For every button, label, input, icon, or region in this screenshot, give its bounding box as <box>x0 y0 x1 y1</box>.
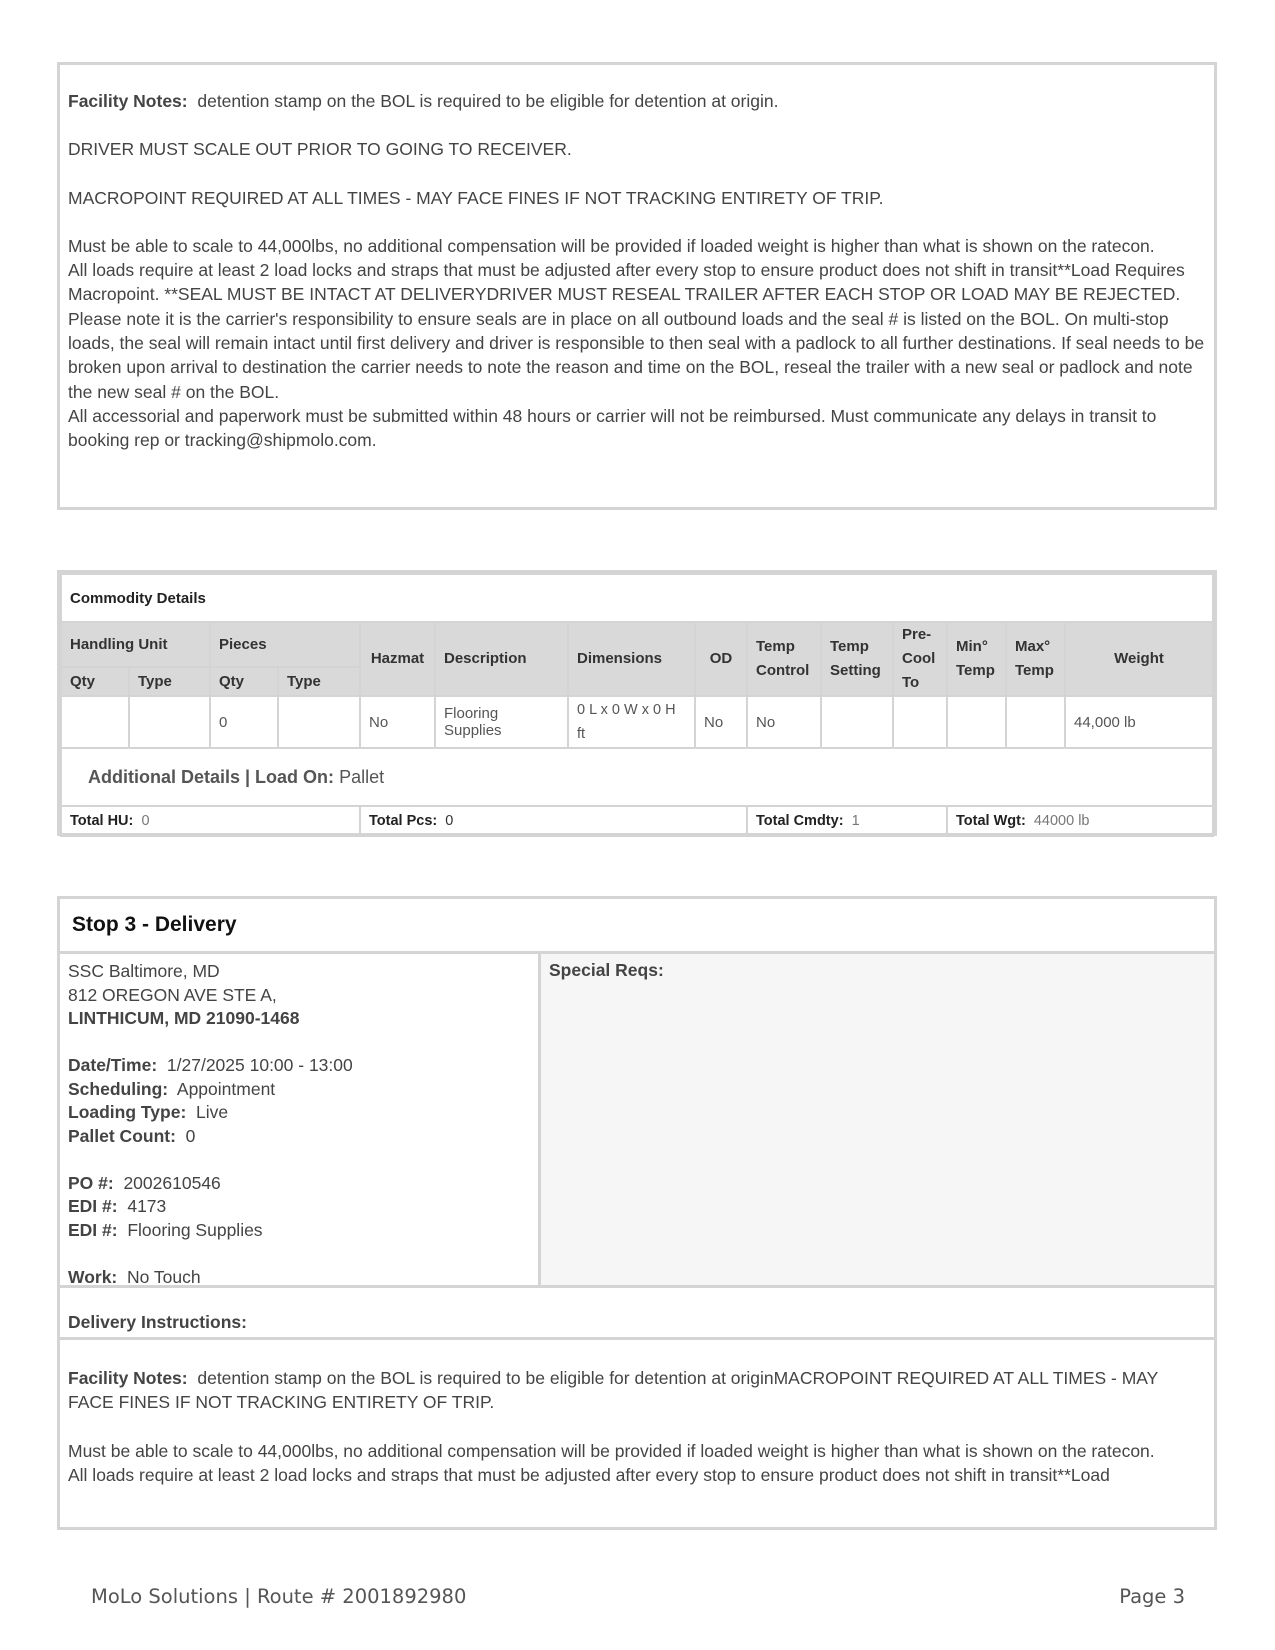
commodity-details-panel <box>57 570 1217 836</box>
scale-out-note: DRIVER MUST SCALE OUT PRIOR TO GOING TO RECEIVER. <box>68 139 572 160</box>
stop-title: Stop 3 - Delivery <box>60 899 1214 954</box>
temp-setting-cell <box>821 696 893 748</box>
hu-type-header: Type <box>129 667 210 696</box>
temp-setting-header: Temp Setting <box>821 622 893 696</box>
temp-control-header: Temp Control <box>747 622 821 696</box>
commodity-table <box>60 573 1214 837</box>
po-value: 2002610546 <box>123 1172 221 1193</box>
pieces-type-header: Type <box>278 667 360 696</box>
hu-type-cell <box>129 696 210 748</box>
total-pcs-value: 0 <box>445 813 454 829</box>
pre-cool-header: Pre-Cool To <box>893 622 947 696</box>
total-hu-value: 0 <box>141 813 150 829</box>
stop-panel <box>57 896 1217 1530</box>
page-number: Page 3 <box>1119 1585 1185 1608</box>
edi-label: EDI #: <box>68 1196 118 1216</box>
work-label: Work: <box>68 1266 118 1287</box>
od-cell: No <box>695 696 747 748</box>
dimensions-header: Dimensions <box>568 622 695 696</box>
additional-details <box>61 748 1213 806</box>
total-wgt-value: 44000 lb <box>1033 813 1090 829</box>
max-temp-cell <box>1006 696 1065 748</box>
hu-qty-header: Qty <box>61 667 129 696</box>
datetime-label: Date/Time: <box>68 1055 158 1075</box>
od-header: OD <box>695 622 747 696</box>
facility-notes-text: detention stamp on the BOL is required to be eligible for detention at origin. <box>197 91 779 111</box>
dimensions-cell: 0 L x 0 W x 0 H ft <box>568 696 695 748</box>
route-info: MoLo Solutions | Route # 2001892980 <box>91 1585 467 1608</box>
pieces-type-cell <box>278 696 360 748</box>
pallet-count-value: 0 <box>185 1125 196 1146</box>
hu-qty-cell <box>61 696 129 748</box>
total-cmdty <box>747 806 947 836</box>
facility-notes-label: Facility Notes: <box>68 1368 188 1388</box>
scheduling-label: Scheduling: <box>68 1078 169 1099</box>
total-hu <box>61 806 360 836</box>
max-temp-header: Max° Temp <box>1006 622 1065 696</box>
po-label: PO #: <box>68 1172 114 1193</box>
stop-address: 812 OREGON AVE STE A, <box>68 984 277 1005</box>
additional-details-label: Additional Details | Load On: <box>88 766 335 787</box>
edi-value: Flooring Supplies <box>127 1219 263 1240</box>
load-locks-note: All loads require at least 2 load locks and straps that must be adjusted after every stop to ensure product does not shift in transit**Load Requires Macropoint. **SEAL MUST BE INTACT AT DELIVERYDRIVER MUST RESEAL TRAILER AFTER EACH STOP OR LOAD MAY BE REJECTED. <box>68 260 1185 305</box>
handling-unit-header: Handling Unit <box>61 622 210 667</box>
total-cmdty-value: 1 <box>851 813 860 829</box>
delivery-facility-notes <box>60 1340 1214 1530</box>
description-cell: Flooring Supplies <box>435 696 568 748</box>
pieces-header: Pieces <box>210 622 360 667</box>
total-pcs-label: Total Pcs: <box>369 813 438 829</box>
weight-header: Weight <box>1065 622 1213 696</box>
load-on-value: Pallet <box>339 766 385 787</box>
accessorial-note: All accessorial and paperwork must be submitted within 48 hours or carrier will not be reimbursed. Must communicate any delays in transit to booking rep or tracking@shipmolo.com. <box>68 405 1157 451</box>
delivery-instructions-label: Delivery Instructions: <box>60 1288 1214 1340</box>
loading-type-value: Live <box>196 1102 229 1122</box>
pallet-count-label: Pallet Count: <box>68 1125 176 1146</box>
stop-city: LINTHICUM, MD 21090-1468 <box>68 1008 300 1028</box>
description-header: Description <box>435 622 568 696</box>
loading-type-label: Loading Type: <box>68 1102 187 1122</box>
special-reqs-label: Special Reqs: <box>549 960 664 980</box>
pre-cool-cell <box>893 696 947 748</box>
pieces-qty-header: Qty <box>210 667 278 696</box>
work-value: No Touch <box>127 1266 201 1287</box>
load-locks-note: All loads require at least 2 load locks and straps that must be adjusted after every stop to ensure product does not shift in transit**Load <box>68 1464 1110 1485</box>
special-reqs-panel <box>541 954 1214 1285</box>
stop-address-block <box>60 954 541 1285</box>
macropoint-note: MACROPOINT REQUIRED AT ALL TIMES - MAY FACE FINES IF NOT TRACKING ENTIRETY OF TRIP. <box>68 187 884 208</box>
weight-cell: 44,000 lb <box>1065 696 1213 748</box>
commodity-title: Commodity Details <box>61 574 1213 622</box>
hazmat-header: Hazmat <box>360 622 435 696</box>
pieces-qty-cell: 0 <box>210 696 278 748</box>
stop-name: SSC Baltimore, MD <box>68 961 220 981</box>
total-wgt-label: Total Wgt: <box>956 813 1026 829</box>
facility-notes-label: Facility Notes: <box>68 91 188 111</box>
datetime-value: 1/27/2025 10:00 - 13:00 <box>166 1055 353 1075</box>
edi-label: EDI #: <box>68 1219 118 1240</box>
total-pcs <box>360 806 747 836</box>
page-footer <box>91 1585 1185 1608</box>
scheduling-value: Appointment <box>176 1078 276 1099</box>
scale-weight-note: Must be able to scale to 44,000lbs, no additional compensation will be provided if loaded weight is higher than what is shown on the ratecon. <box>68 235 1155 256</box>
min-temp-header: Min° Temp <box>947 622 1006 696</box>
total-hu-label: Total HU: <box>70 813 134 829</box>
total-wgt <box>947 806 1213 836</box>
scale-weight-note: Must be able to scale to 44,000lbs, no additional compensation will be provided if loaded weight is higher than what is shown on the ratecon. <box>68 1440 1155 1461</box>
table-row <box>61 696 1213 748</box>
min-temp-cell <box>947 696 1006 748</box>
total-cmdty-label: Total Cmdty: <box>756 813 844 829</box>
edi-value: 4173 <box>127 1196 167 1216</box>
seal-note: Please note it is the carrier's responsibility to ensure seals are in place on all outbound loads and the seal # is listed on the BOL. On multi-stop loads, the seal will remain intact until first delivery and driver is responsible to then seal with a padlock to all further destinations. If seal needs to be broken upon arrival to destination the carrier needs to note the reason and time on the BOL, reseal the trailer with a new seal or padlock and note the new seal # on the BOL. <box>68 308 1205 402</box>
facility-notes-text: detention stamp on the BOL is required to be eligible for detention at originMACROPOINT REQUIRED AT ALL TIMES - MAY FACE FINES IF NOT TRACKING ENTIRETY OF TRIP. <box>68 1368 1159 1413</box>
temp-control-cell: No <box>747 696 821 748</box>
facility-notes-panel <box>57 62 1217 510</box>
facility-notes-line <box>68 89 1206 113</box>
hazmat-cell: No <box>360 696 435 748</box>
